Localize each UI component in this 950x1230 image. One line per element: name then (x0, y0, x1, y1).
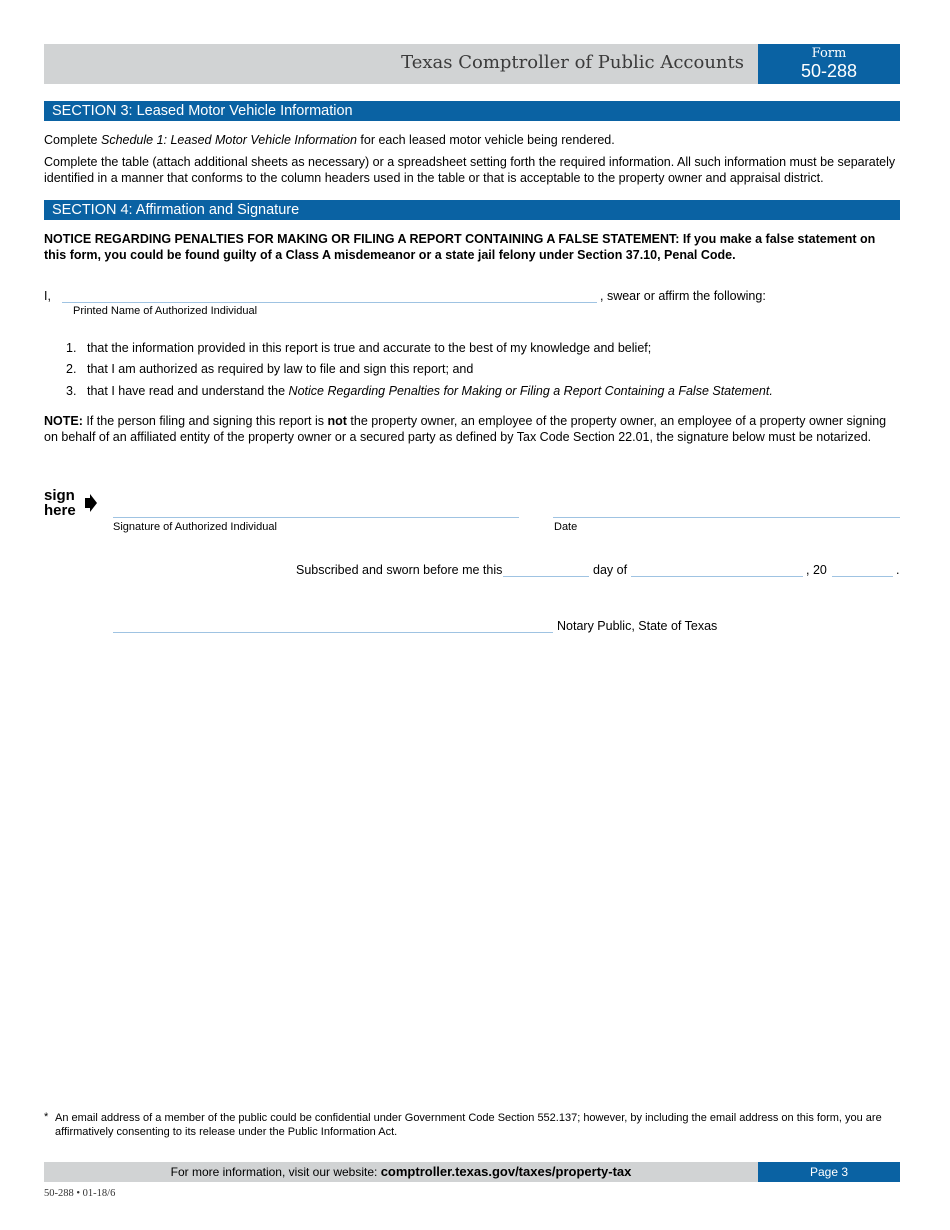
period: . (896, 563, 900, 577)
agency-title: Texas Comptroller of Public Accounts (401, 52, 744, 73)
affirmation-item: that I am authorized as required by law to file and sign this report; and (87, 362, 474, 376)
date-line[interactable] (553, 517, 900, 518)
footer-info: For more information, visit our website: comptroller.texas.gov/taxes/property-tax (44, 1162, 758, 1182)
item-number: 2. (66, 362, 77, 376)
signature-line[interactable] (113, 517, 519, 518)
section4-title: SECTION 4: Affirmation and Signature (44, 200, 900, 220)
form-number: 50-288 (800, 61, 858, 81)
date-label: Date (554, 521, 578, 533)
affirmation-item: that I have read and understand the Notice Regarding Penalties for Making or Filing a Report Containing a False Statement. (87, 384, 773, 398)
swear-text: , swear or affirm the following: (600, 289, 766, 303)
arrow-right-icon (84, 494, 98, 512)
form-label: Form (811, 46, 847, 61)
signature-label: Signature of Authorized Individual (113, 521, 277, 533)
notary-signature-line[interactable] (113, 632, 553, 633)
form-number-box (758, 44, 900, 84)
sign-here-label: sign here (44, 487, 76, 519)
footnote-text: An email address of a member of the public could be confidential under Government Code Section 552.137; however, by including the email address on this form, you are affirmatively consenting to its release under the Public Information Act. (55, 1112, 882, 1138)
month-field[interactable] (631, 576, 803, 577)
website-link[interactable]: comptroller.texas.gov/taxes/property-tax (380, 1164, 632, 1179)
printed-name-label: Printed Name of Authorized Individual (73, 305, 258, 317)
penalty-notice: NOTICE REGARDING PENALTIES FOR MAKING OR FILING A REPORT CONTAINING A FALSE STATEMENT: If you make a false statement on this form, you could be found guilty of a Class A misdemeanor or a state jail felony under Section 37.10, Penal Code. (44, 232, 876, 262)
year-prefix: , 20 (806, 563, 827, 577)
day-of-text: day of (593, 563, 628, 577)
section3-para2: Complete the table (attach additional sheets as necessary) or a spreadsheet setting forth the required information. All such information must be separately identified in a manner that conforms to the column headers used in the table or that is acceptable to the property owner and appraisal district. (44, 155, 896, 185)
day-field[interactable] (503, 576, 589, 577)
footnote-marker: * (44, 1111, 49, 1123)
printed-name-field[interactable] (62, 288, 597, 303)
i-label: I, (44, 289, 51, 303)
year-field[interactable] (832, 576, 893, 577)
notarization-note: NOTE: If the person filing and signing this report is not the property owner, an employee of the property owner, an employee of a property owner signing on behalf of an affiliated entity of the property owner or a secured party as defined by Tax Code Section 22.01, the signature below must be notarized. (44, 414, 887, 444)
notary-label: Notary Public, State of Texas (557, 619, 718, 633)
sworn-text: Subscribed and sworn before me this (296, 563, 503, 577)
affirmation-item: that the information provided in this report is true and accurate to the best of my knowledge and belief; (87, 341, 652, 355)
item-number: 3. (66, 384, 77, 398)
section3-title: SECTION 3: Leased Motor Vehicle Information (44, 101, 900, 121)
section3-para1: Complete Schedule 1: Leased Motor Vehicle Information for each leased motor vehicle being rendered. (44, 133, 615, 147)
item-number: 1. (66, 341, 77, 355)
form-code: 50-288 • 01-18/6 (44, 1188, 116, 1199)
page-number: Page 3 (758, 1162, 900, 1182)
